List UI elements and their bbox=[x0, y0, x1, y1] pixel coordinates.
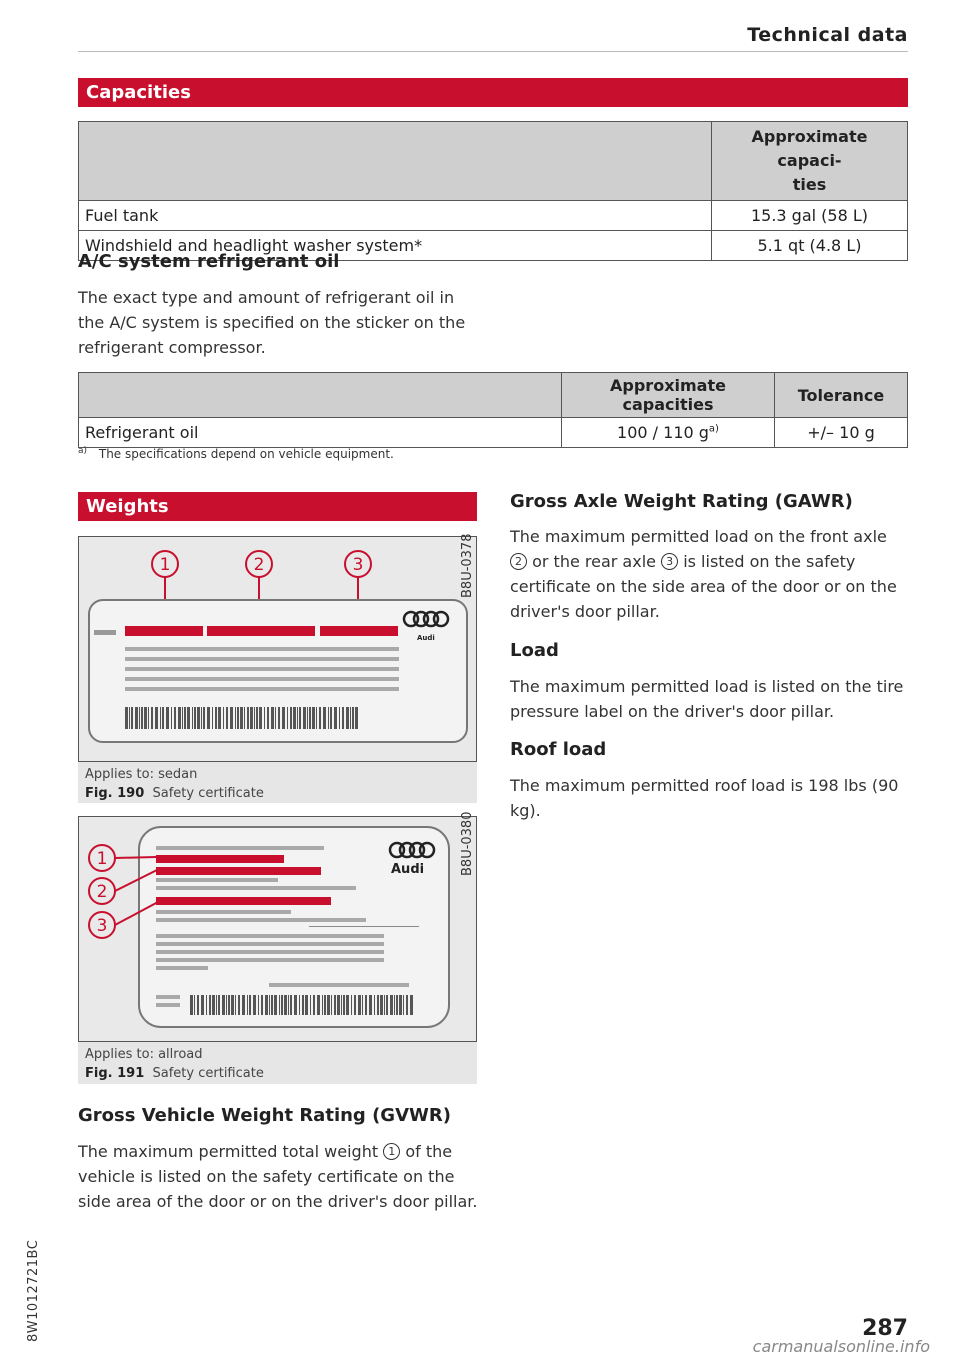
table-header-empty bbox=[79, 122, 712, 201]
callout-2: 2 bbox=[96, 882, 108, 902]
table-header-capacities: Approximate capacities bbox=[562, 373, 775, 418]
footnote-mark: a) bbox=[78, 446, 88, 456]
footnote-text: The specifications depend on vehicle equipment. bbox=[98, 447, 394, 461]
gawr-heading: Gross Axle Weight Rating (GAWR) bbox=[510, 491, 853, 512]
callout-3: 3 bbox=[352, 555, 364, 575]
safety-certificate-sedan-illustration bbox=[79, 537, 476, 761]
figure-label: Fig. 190 bbox=[85, 786, 145, 801]
refrigerant-table bbox=[78, 372, 908, 448]
figure-title: Safety certificate bbox=[152, 1066, 264, 1081]
callout-ref-1: 1 bbox=[383, 1143, 400, 1160]
table-cell-item: Fuel tank bbox=[79, 201, 712, 231]
table-row bbox=[79, 201, 908, 231]
header-rule bbox=[78, 51, 908, 52]
figure-code: B8U-0378 bbox=[460, 533, 475, 598]
callout-1: 1 bbox=[159, 555, 171, 575]
table-row bbox=[79, 418, 908, 448]
capacities-bar: Capacities bbox=[78, 78, 908, 107]
table-cell-value bbox=[562, 418, 775, 448]
load-text: The maximum permitted load is listed on the tire pressure label on the driver's door pillar. bbox=[510, 677, 904, 721]
table-header-tolerance: Tolerance bbox=[775, 373, 908, 418]
safety-certificate-allroad-illustration bbox=[79, 817, 476, 1041]
gvwr-heading: Gross Vehicle Weight Rating (GVWR) bbox=[78, 1105, 451, 1126]
table-header-capacity: Approximate capaci- ties bbox=[712, 122, 908, 201]
gawr-text bbox=[510, 524, 908, 624]
ac-text: The exact type and amount of refrigerant oil in the A/C system is specified on the sticker on the refrigerant compressor. bbox=[78, 288, 466, 357]
table-header-row bbox=[79, 122, 908, 201]
figure-191-image bbox=[78, 816, 477, 1042]
weights-bar: Weights bbox=[78, 492, 477, 521]
callout-ref-2: 2 bbox=[510, 553, 527, 570]
table-cell-item: Refrigerant oil bbox=[79, 418, 562, 448]
brand-text: Audi bbox=[417, 634, 435, 642]
table-cell-value: 15.3 gal (58 L) bbox=[712, 201, 908, 231]
gvwr-text-2: of the vehicle is listed on the safety certificate on the side area of the door or on the driver's door pillar. bbox=[78, 1142, 478, 1211]
gvwr-text bbox=[78, 1139, 478, 1214]
roof-text: The maximum permitted roof load is 198 lbs (90 kg). bbox=[510, 776, 899, 820]
callout-ref-3: 3 bbox=[661, 553, 678, 570]
figure-190-image bbox=[78, 533, 477, 762]
figure-190-caption bbox=[85, 765, 264, 803]
figure-191 bbox=[78, 811, 477, 1084]
roof-heading: Roof load bbox=[510, 739, 607, 760]
figure-191-caption bbox=[85, 1045, 264, 1083]
table-cell-tolerance: +/– 10 g bbox=[775, 418, 908, 448]
callout-2: 2 bbox=[253, 555, 265, 575]
figure-190 bbox=[78, 533, 477, 803]
page-section-title: Technical data bbox=[747, 24, 908, 46]
watermark: carmanualsonline.info bbox=[752, 1337, 930, 1356]
gawr-text-3: is listed on the safety certificate on the side area of the door or on the driver's door pillar. bbox=[510, 552, 897, 621]
load-heading: Load bbox=[510, 640, 559, 661]
value-text: 100 / 110 g bbox=[617, 423, 709, 442]
callout-1: 1 bbox=[96, 849, 108, 869]
capacities-table bbox=[78, 121, 908, 261]
document-code: 8W1012721BC bbox=[26, 1239, 41, 1342]
figure-code: B8U-0380 bbox=[460, 811, 475, 876]
figure-applies: Applies to: allroad bbox=[85, 1047, 203, 1062]
gawr-text-1: The maximum permitted load on the front axle bbox=[510, 527, 887, 546]
brand-text: Audi bbox=[391, 862, 425, 877]
callout-3: 3 bbox=[96, 916, 108, 936]
table-cell-item: Windshield and headlight washer system* bbox=[79, 231, 712, 261]
page-number: 287 bbox=[862, 1316, 908, 1341]
gawr-text-2: or the rear axle bbox=[532, 552, 656, 571]
table-cell-value: 5.1 qt (4.8 L) bbox=[712, 231, 908, 261]
footnote-ref: a) bbox=[708, 423, 719, 435]
figure-label: Fig. 191 bbox=[85, 1066, 145, 1081]
table-header-row bbox=[79, 373, 908, 418]
figure-applies: Applies to: sedan bbox=[85, 767, 198, 782]
figure-title: Safety certificate bbox=[152, 786, 264, 801]
footnote bbox=[78, 446, 394, 461]
ac-heading: A/C system refrigerant oil bbox=[78, 251, 340, 272]
gvwr-text-1: The maximum permitted total weight bbox=[78, 1142, 379, 1161]
table-header-empty bbox=[79, 373, 562, 418]
